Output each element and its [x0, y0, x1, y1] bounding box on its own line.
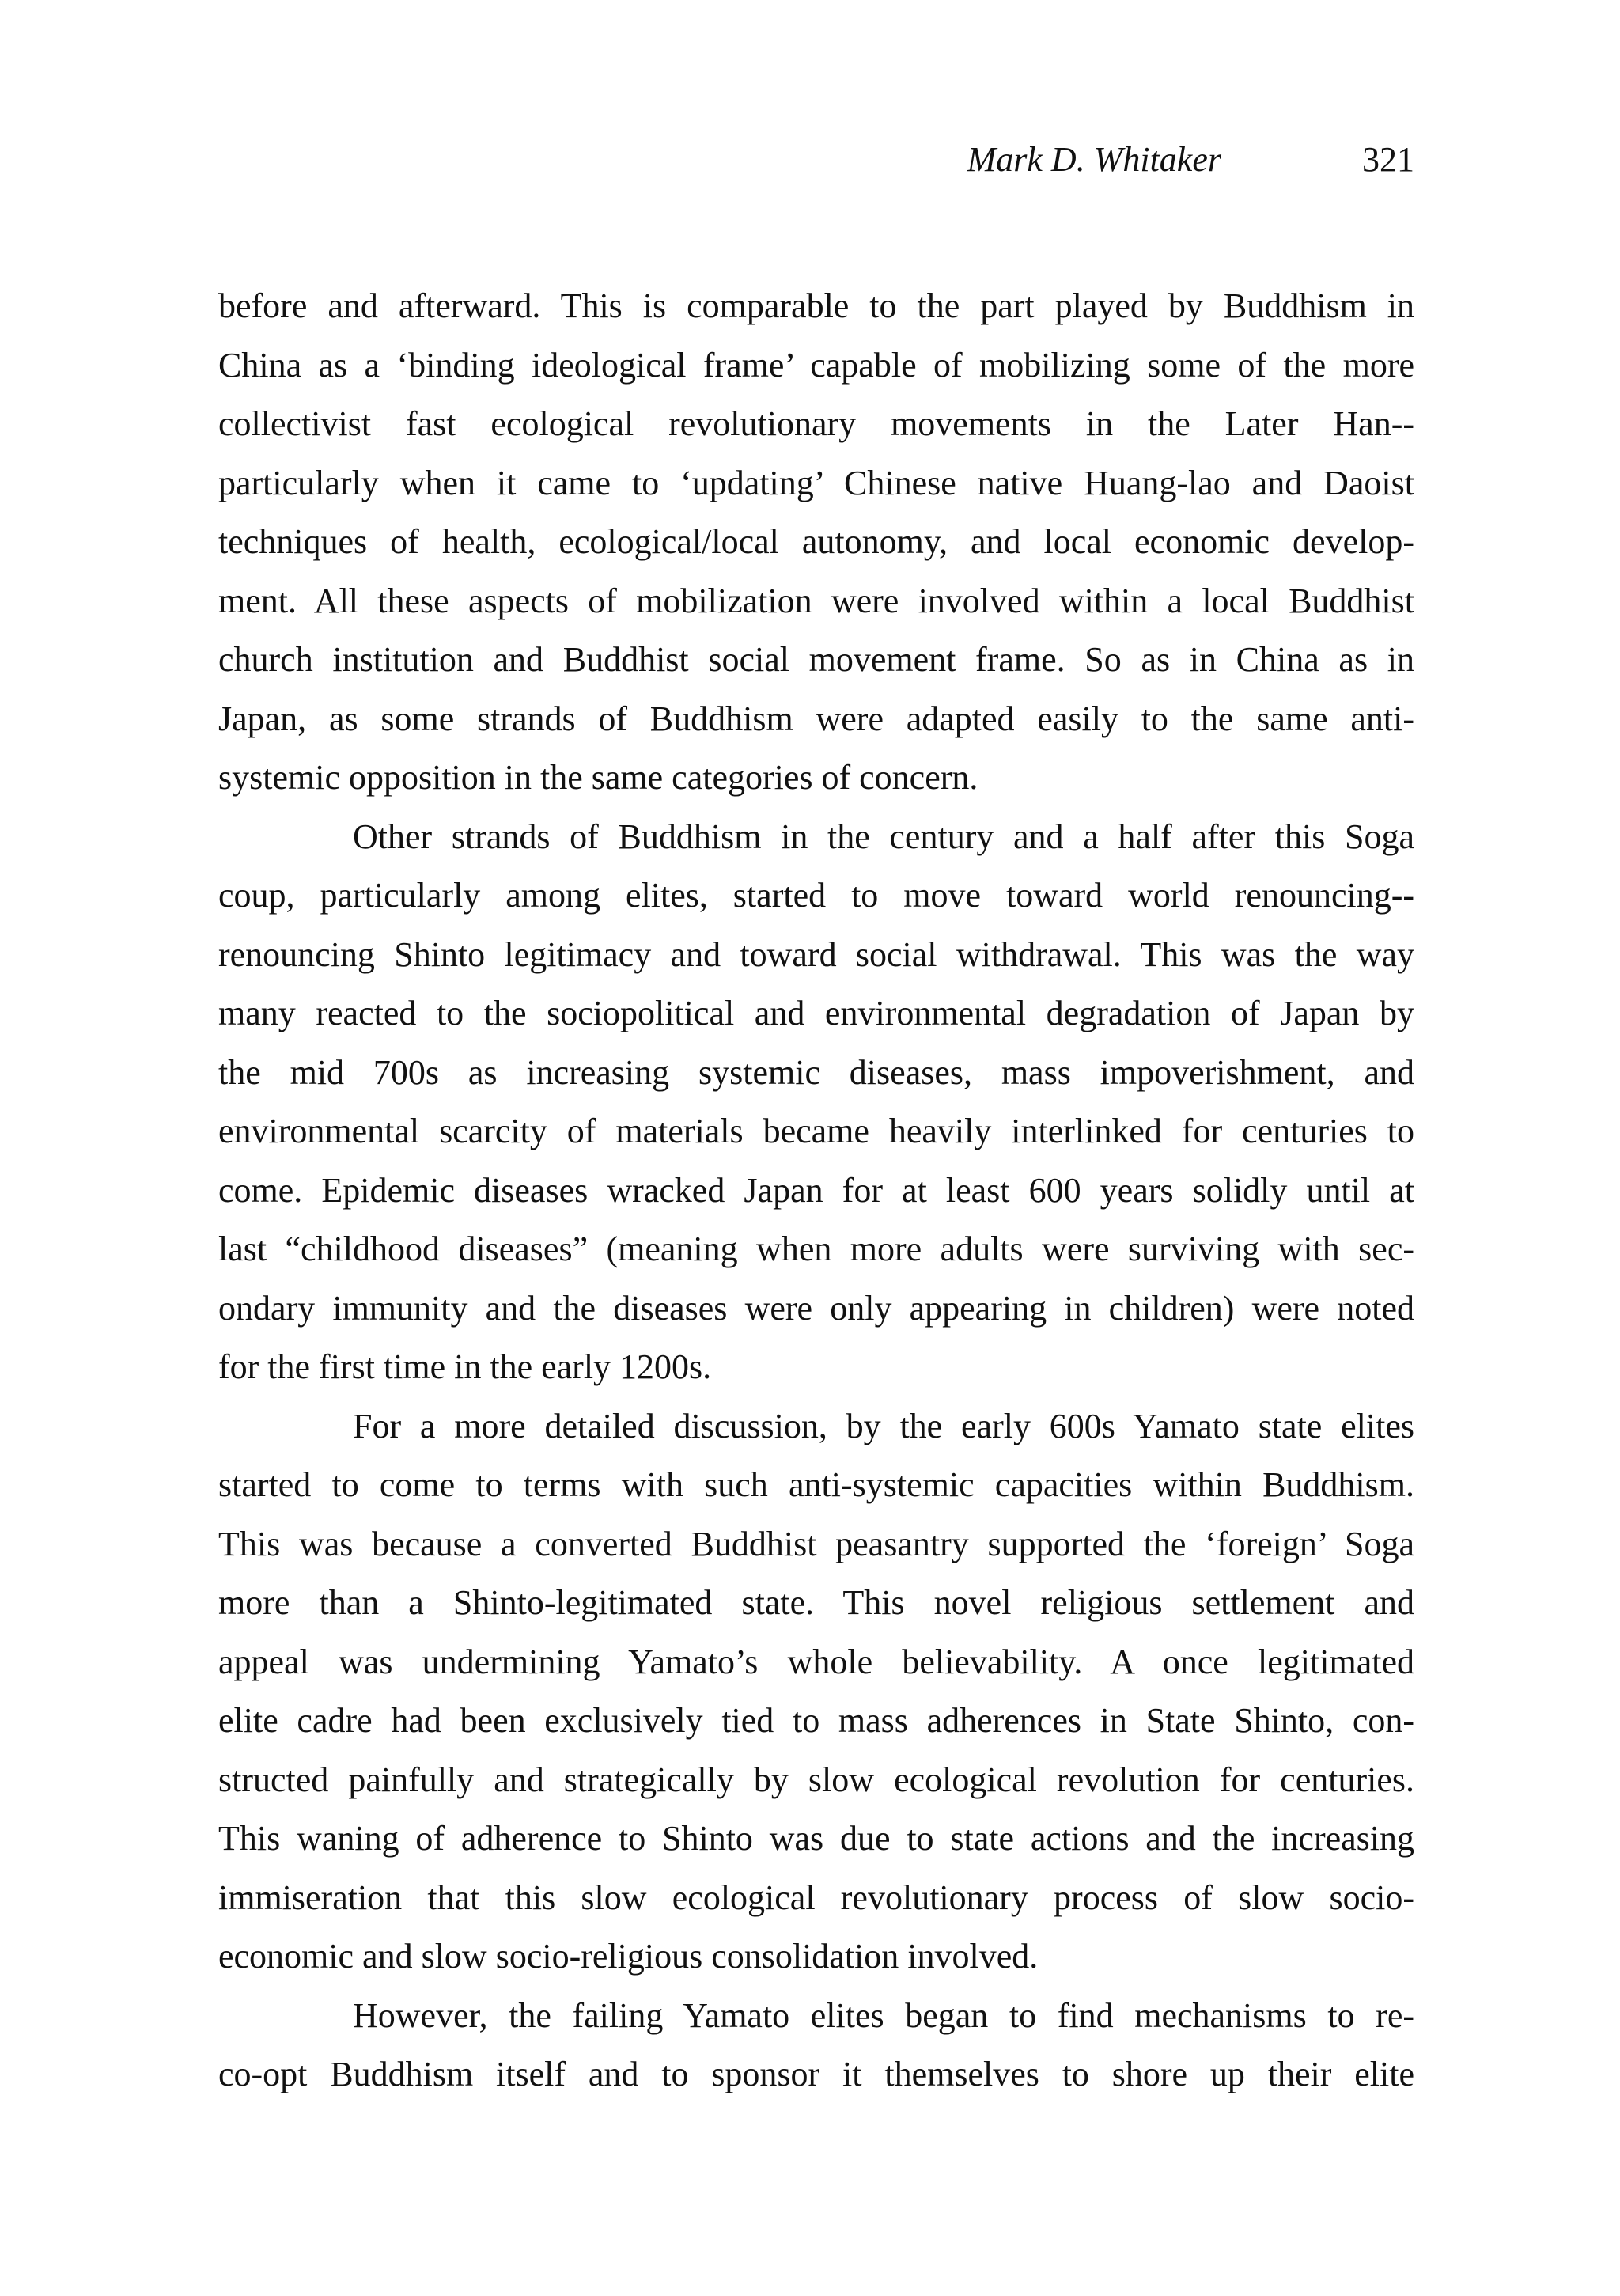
text-line: This was because a converted Buddhist peasantry supported the ‘foreign’ Soga	[218, 1524, 1414, 1563]
text-line: the mid 700s as increasing systemic diseases, mass impoverishment, and	[218, 1052, 1414, 1092]
text-line: before and afterward. This is comparable to the part played by Buddhism in	[218, 286, 1414, 325]
text-line: collectivist fast ecological revolutionary movements in the Later Han--	[218, 404, 1414, 443]
text-line: This waning of adherence to Shinto was due to state actions and the increasing	[218, 1819, 1414, 1858]
paragraph-1	[218, 277, 1414, 808]
text-line: appeal was undermining Yamato’s whole believability. A once legitimated	[218, 1642, 1414, 1681]
text-line: techniques of health, ecological/local autonomy, and local economic develop-	[218, 522, 1414, 561]
text-line: ondary immunity and the diseases were only appearing in children) were noted	[218, 1288, 1414, 1328]
text-line: For a more detailed discussion, by the early 600s Yamato state elites	[353, 1406, 1414, 1445]
running-header	[218, 136, 1414, 184]
text-line: renouncing Shinto legitimacy and toward social withdrawal. This was the way	[218, 934, 1414, 974]
text-line: systemic opposition in the same categories of concern.	[218, 758, 978, 797]
text-line: more than a Shinto-legitimated state. This novel religious settlement and	[218, 1583, 1414, 1622]
text-line: Japan, as some strands of Buddhism were adapted easily to the same anti-	[218, 699, 1414, 738]
text-line: coup, particularly among elites, started to move toward world renouncing--	[218, 876, 1414, 915]
text-line: many reacted to the sociopolitical and environmental degradation of Japan by	[218, 994, 1414, 1032]
text-line: last “childhood diseases” (meaning when more adults were surviving with sec-	[218, 1229, 1414, 1268]
paragraph-2	[218, 808, 1414, 1397]
text-line: particularly when it came to ‘updating’ Chinese native Huang-lao and Daoist	[218, 463, 1414, 502]
text-line: elite cadre had been exclusively tied to mass adherences in State Shinto, con-	[218, 1701, 1414, 1740]
paragraph-4	[218, 1987, 1414, 2105]
text-line: environmental scarcity of materials became heavily interlinked for centuries to	[218, 1112, 1414, 1150]
text-line: church institution and Buddhist social movement frame. So as in China as in	[218, 640, 1414, 679]
text-line: structed painfully and strategically by slow ecological revolution for centuries.	[218, 1760, 1414, 1799]
text-line: co-opt Buddhism itself and to sponsor it themselves to shore up their elite	[218, 2055, 1414, 2093]
text-line: Other strands of Buddhism in the century and a half after this Soga	[353, 816, 1414, 856]
text-line: economic and slow socio-religious consolidation involved.	[218, 1937, 1039, 1976]
text-line: come. Epidemic diseases wracked Japan for at least 600 years solidly until at	[218, 1170, 1414, 1210]
body-text	[218, 277, 1414, 2105]
text-line: However, the failing Yamato elites began to find mechanisms to re-	[353, 1995, 1414, 2035]
text-line: ment. All these aspects of mobilization were involved within a local Buddhist	[218, 581, 1414, 620]
text-line: for the first time in the early 1200s.	[218, 1347, 712, 1386]
text-line: started to come to terms with such anti-systemic capacities within Buddhism.	[218, 1465, 1414, 1504]
text-line: China as a ‘binding ideological frame’ capable of mobilizing some of the more	[218, 345, 1414, 385]
paragraph-3	[218, 1397, 1414, 1987]
text-line: immiseration that this slow ecological revolutionary process of slow socio-	[218, 1877, 1414, 1917]
page-number: 321	[1362, 140, 1414, 179]
running-header-author: Mark D. Whitaker	[967, 140, 1221, 179]
